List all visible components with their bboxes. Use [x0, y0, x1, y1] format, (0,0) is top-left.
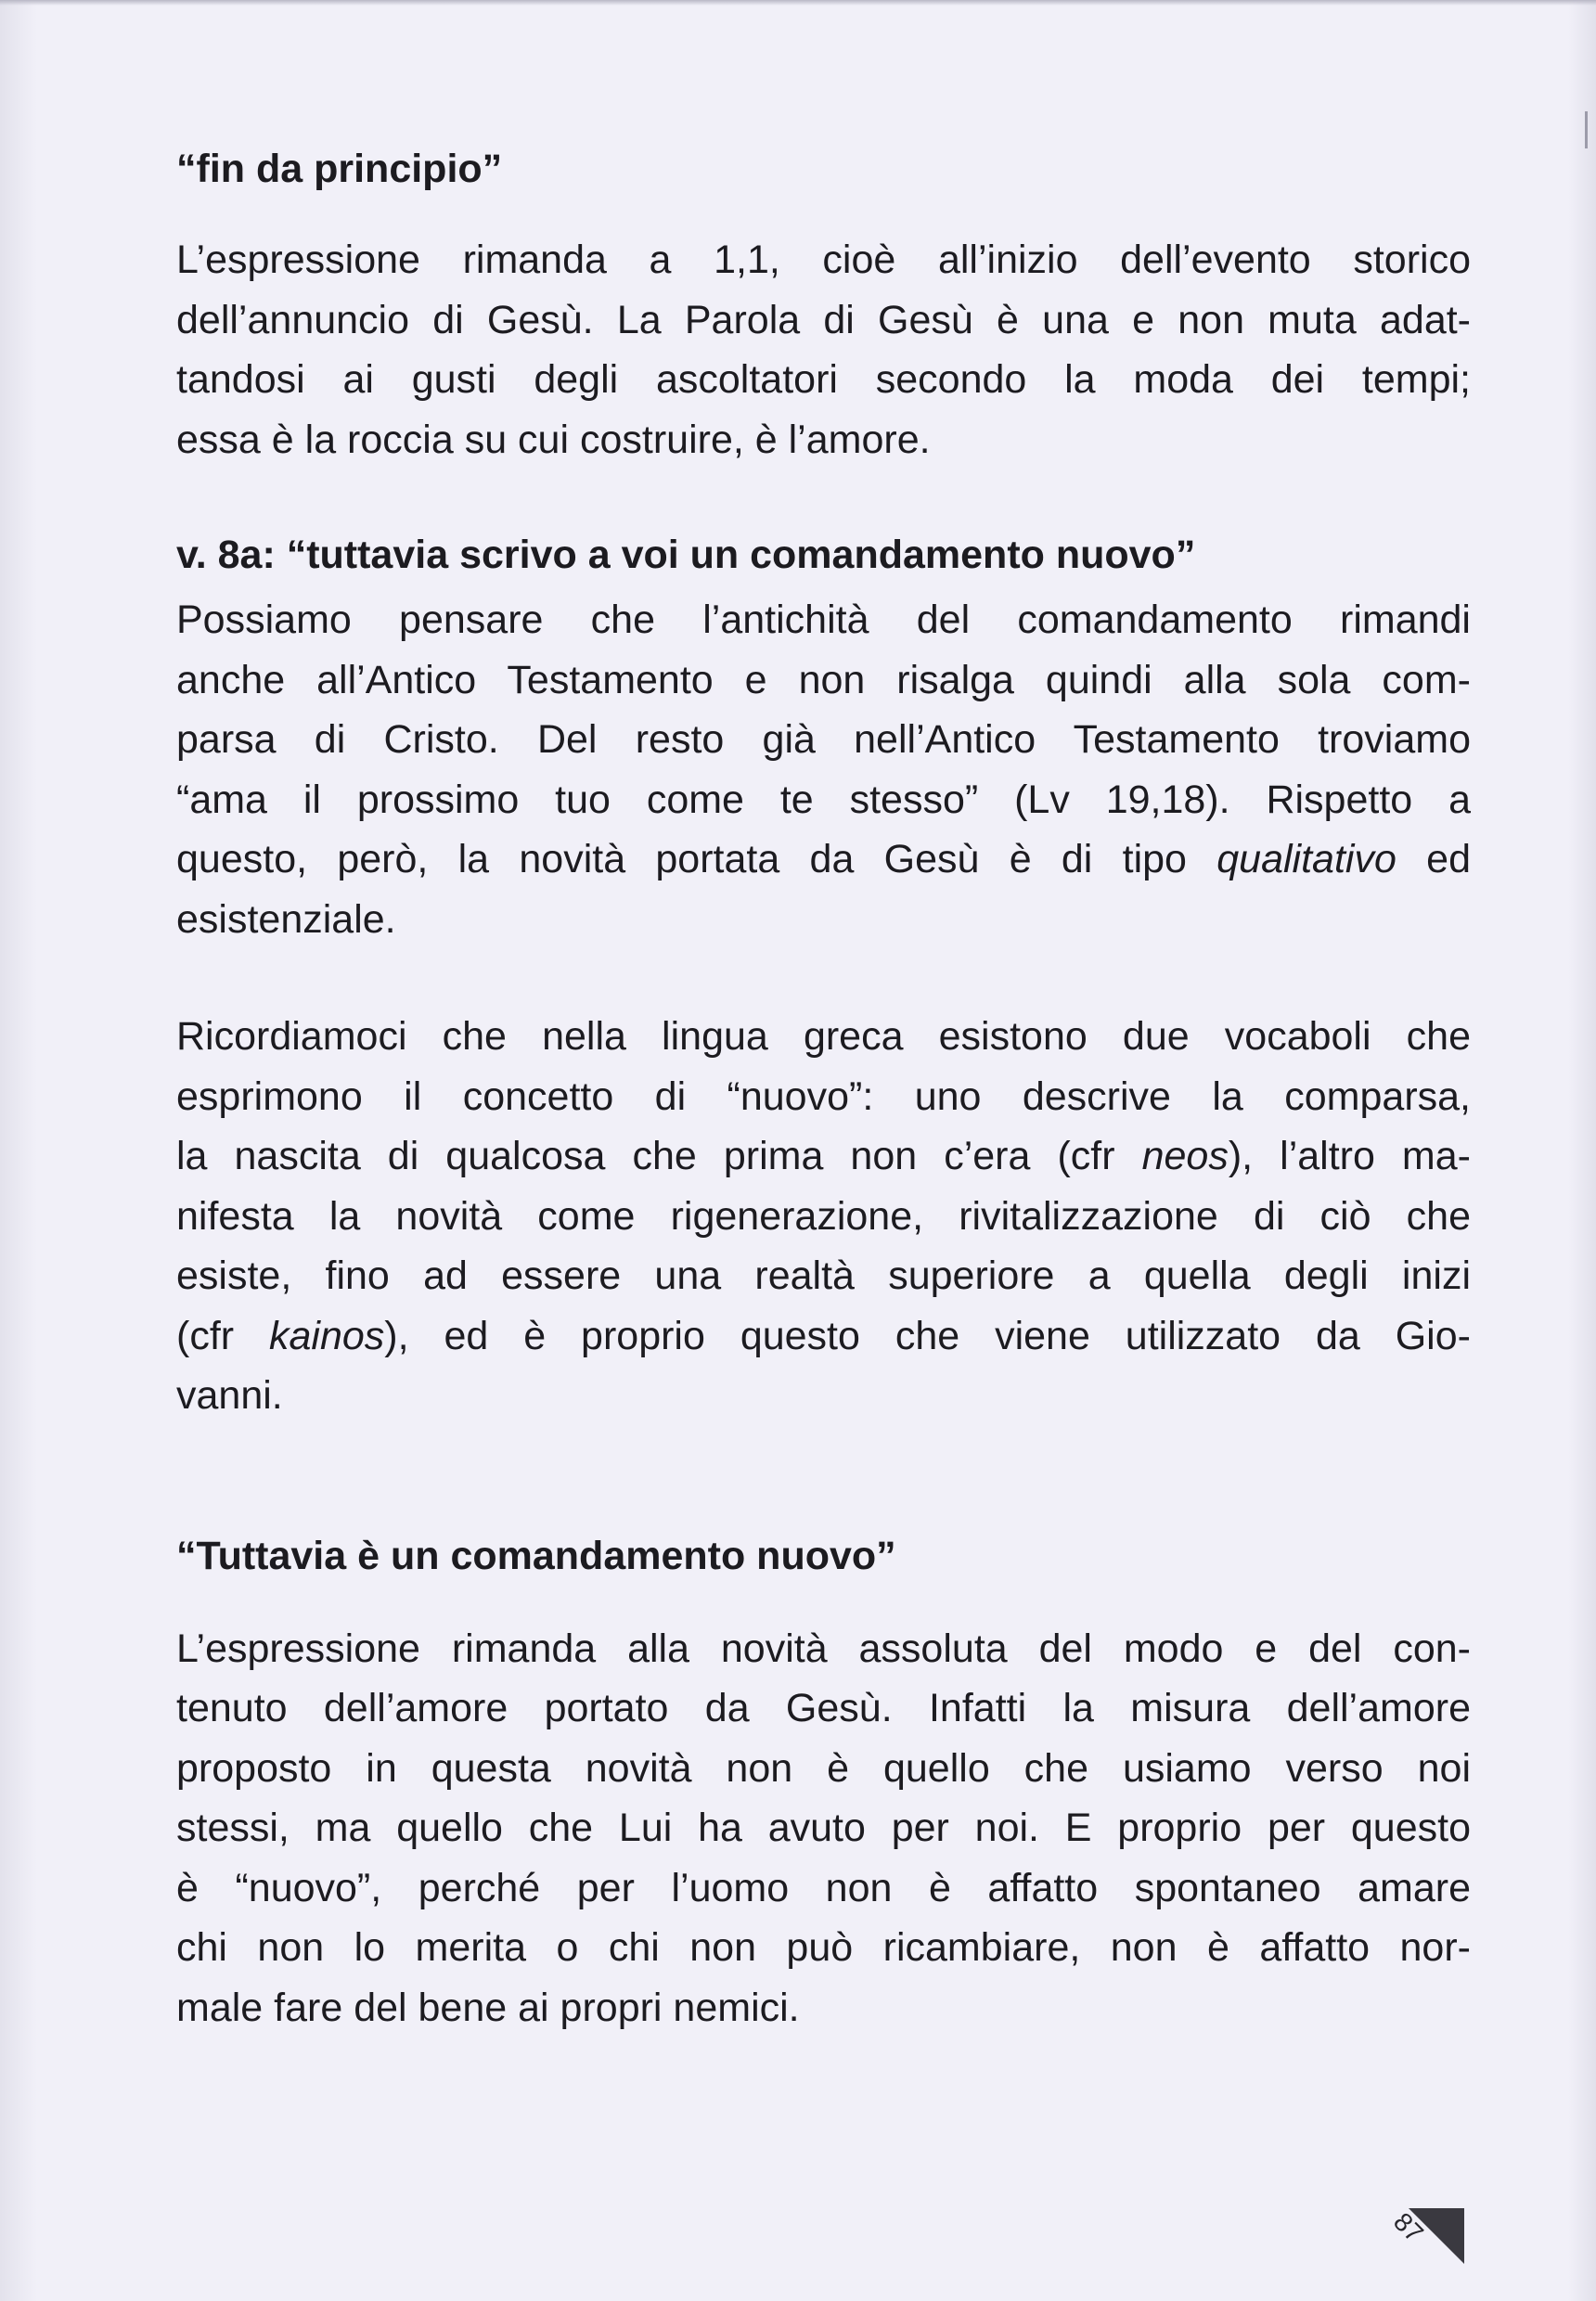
text-line: nifesta la novità come rigenerazione, rivitalizzazione di ciò che — [176, 1193, 1471, 1239]
text-line: è “nuovo”, perché per l’uomo non è affatto spontaneo amare — [176, 1865, 1471, 1910]
emphasis-neos: neos — [1141, 1134, 1229, 1178]
text-line — [176, 829, 1471, 890]
text-line: Possiamo pensare che l’antichità del comandamento rimandi — [176, 598, 1471, 642]
paragraph-novita-assoluta — [176, 1619, 1471, 2038]
text-line: proposto in questa novità non è quello che usiamo verso noi — [176, 1745, 1471, 1791]
text-line: esprimono il concetto di “nuovo”: uno descrive la comparsa, — [176, 1073, 1471, 1119]
emphasis-qualitativo: qualitativo — [1216, 837, 1396, 881]
page-body — [176, 139, 1471, 2037]
text-line — [176, 1126, 1471, 1187]
text-line: L’espressione rimanda alla novità assoluta del modo e del con- — [176, 1626, 1471, 1671]
text-line: chi non lo merita o chi non può ricambiare, non è affatto nor- — [176, 1925, 1471, 1970]
text-line: vanni. — [176, 1373, 283, 1418]
text-line: anche all’Antico Testamento e non risalga quindi alla sola com- — [176, 657, 1471, 702]
text-line: dell’annuncio di Gesù. La Parola di Gesù è una e non muta adat- — [176, 297, 1471, 342]
text-line: essa è la roccia su cui costruire, è l’amore. — [176, 417, 931, 462]
text-line: esistenziale. — [176, 896, 396, 942]
section-heading-tuttavia: “Tuttavia è un comandamento nuovo” — [176, 1533, 896, 1578]
text-segment: ), l’altro ma- — [1228, 1134, 1471, 1178]
page-number: 87 — [1387, 2206, 1429, 2248]
section-heading-v8a: v. 8a: “tuttavia scrivo a voi un comandamento nuovo” — [176, 533, 1196, 577]
text-segment: ed — [1396, 837, 1471, 881]
text-line: male fare del bene ai propri nemici. — [176, 1985, 800, 2030]
text-line: stessi, ma quello che Lui ha avuto per noi. E proprio per questo — [176, 1806, 1471, 1850]
text-segment: questo, però, la novità portata da Gesù è di tipo — [176, 837, 1217, 881]
paragraph-nuovo-greco — [176, 1007, 1471, 1426]
page-top-edge — [0, 0, 1596, 6]
paragraph-antichita — [176, 590, 1471, 949]
section-heading-fin-da-principio: “fin da principio” — [176, 147, 503, 191]
text-line — [176, 1306, 1471, 1367]
page-edge-mark — [1585, 111, 1588, 148]
text-line: tenuto dell’amore portato da Gesù. Infatti la misura dell’amore — [176, 1686, 1471, 1730]
text-segment: (cfr — [176, 1313, 269, 1358]
emphasis-kainos: kainos — [269, 1313, 385, 1358]
text-segment: la nascita di qualcosa che prima non c’era (cfr — [176, 1134, 1142, 1178]
text-line: L’espressione rimanda a 1,1, cioè all’inizio dell’evento storico — [176, 238, 1471, 282]
text-line: tandosi ai gusti degli ascoltatori secondo la moda dei tempi; — [176, 357, 1471, 402]
paragraph-fin-da-principio — [176, 230, 1471, 469]
text-line: esiste, fino ad essere una realtà superiore a quella degli inizi — [176, 1253, 1471, 1298]
text-line: Ricordiamoci che nella lingua greca esistono due vocaboli che — [176, 1014, 1471, 1059]
text-line: “ama il prossimo tuo come te stesso” (Lv 19,18). Rispetto a — [176, 777, 1471, 822]
text-segment: ), ed è proprio questo che viene utilizzato da Gio- — [384, 1313, 1471, 1358]
text-line: parsa di Cristo. Del resto già nell’Antico Testamento troviamo — [176, 717, 1471, 762]
